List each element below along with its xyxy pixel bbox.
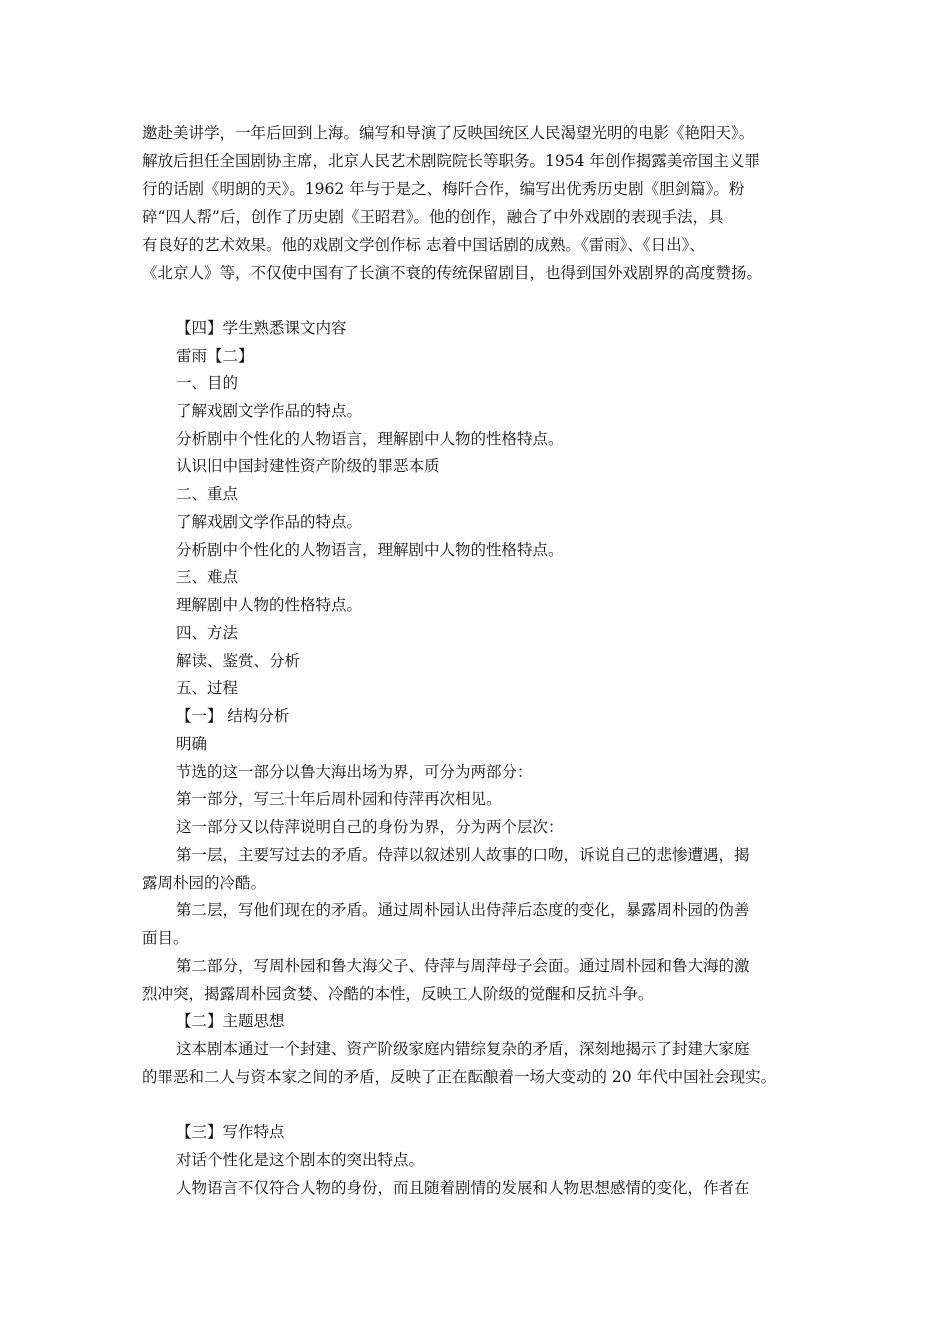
focus-heading: 二、重点 (176, 485, 239, 503)
goal-heading: 一、目的 (176, 374, 239, 392)
method-item: 解读、鉴赏、分析 (176, 652, 301, 670)
section-heading: 【四】学生熟悉课文内容 (176, 319, 347, 337)
structure-line: 露周朴园的冷酷。 (142, 874, 267, 892)
difficulty-heading: 三、难点 (176, 568, 239, 586)
goal-item: 认识旧中国封建性资产阶级的罪恶本质 (176, 457, 440, 475)
goal-item: 分析剧中个性化的人物语言，理解剧中人物的性格特点。 (176, 430, 564, 448)
difficulty-item: 理解剧中人物的性格特点。 (176, 596, 363, 614)
theme-line: 这本剧本通过一个封建、资产阶级家庭内错综复杂的矛盾，深刻地揭示了封建大家庭 (176, 1040, 750, 1058)
structure-heading: 【一】 结构分析 (176, 707, 290, 725)
theme-heading: 【二】主题思想 (176, 1012, 285, 1030)
focus-item: 分析剧中个性化的人物语言，理解剧中人物的性格特点。 (176, 541, 564, 559)
writing-line: 人物语言不仅符合人物的身份，而且随着剧情的发展和人物思想感情的变化，作者在 (176, 1179, 750, 1197)
structure-line: 面目。 (142, 929, 189, 947)
theme-line: 的罪恶和二人与资本家之间的矛盾，反映了正在酝酿着一场大变动的 20 年代中国社会现实。 (142, 1068, 777, 1086)
lesson-title: 雷雨【二】 (176, 347, 254, 365)
structure-line: 第二部分，写周朴园和鲁大海父子、侍萍与周萍母子会面。通过周朴园和鲁大海的激 (176, 957, 750, 975)
intro-line: 碎“四人帮”后，创作了历史剧《王昭君》。他的创作，融合了中外戏剧的表现手法，具 (142, 208, 724, 226)
structure-line: 这一部分又以侍萍说明自己的身份为界，分为两个层次： (176, 818, 564, 836)
intro-line: 邀赴美讲学，一年后回到上海。编写和导演了反映国统区人民渴望光明的电影《艳阳天》。 (142, 124, 755, 142)
focus-item: 了解戏剧文学作品的特点。 (176, 513, 363, 531)
structure-line: 烈冲突，揭露周朴园贪婪、冷酷的本性，反映工人阶级的觉醒和反抗斗争。 (142, 985, 654, 1003)
structure-line: 第一部分，写三十年后周朴园和侍萍再次相见。 (176, 790, 502, 808)
intro-line: 《北京人》等，不仅使中国有了长演不衰的传统保留剧目，也得到国外戏剧界的高度赞扬。 (142, 264, 763, 282)
intro-line: 解放后担任全国剧协主席，北京人民艺术剧院院长等职务。1954 年创作揭露美帝国主义罪 (142, 152, 760, 170)
intro-line: 有良好的艺术效果。他的戏剧文学创作标 志着中国话剧的成熟。《雷雨》、《日出》、 (142, 236, 705, 254)
structure-line: 第二层，写他们现在的矛盾。通过周朴园认出侍萍后态度的变化，暴露周朴园的伪善 (176, 901, 750, 919)
process-heading: 五、过程 (176, 679, 239, 697)
writing-heading: 【三】写作特点 (176, 1123, 285, 1141)
structure-line: 第一层，主要写过去的矛盾。侍萍以叙述别人故事的口吻，诉说自己的悲惨遭遇，揭 (176, 846, 750, 864)
clear-label: 明确 (176, 735, 208, 753)
intro-line: 行的话剧《明朗的天》。1962 年与于是之、梅阡合作，编写出优秀历史剧《胆剑篇》。粉 (142, 180, 745, 198)
structure-line: 节选的这一部分以鲁大海出场为界，可分为两部分： (176, 763, 533, 781)
goal-item: 了解戏剧文学作品的特点。 (176, 402, 363, 420)
writing-line: 对话个性化是这个剧本的突出特点。 (176, 1151, 425, 1169)
method-heading: 四、方法 (176, 624, 239, 642)
